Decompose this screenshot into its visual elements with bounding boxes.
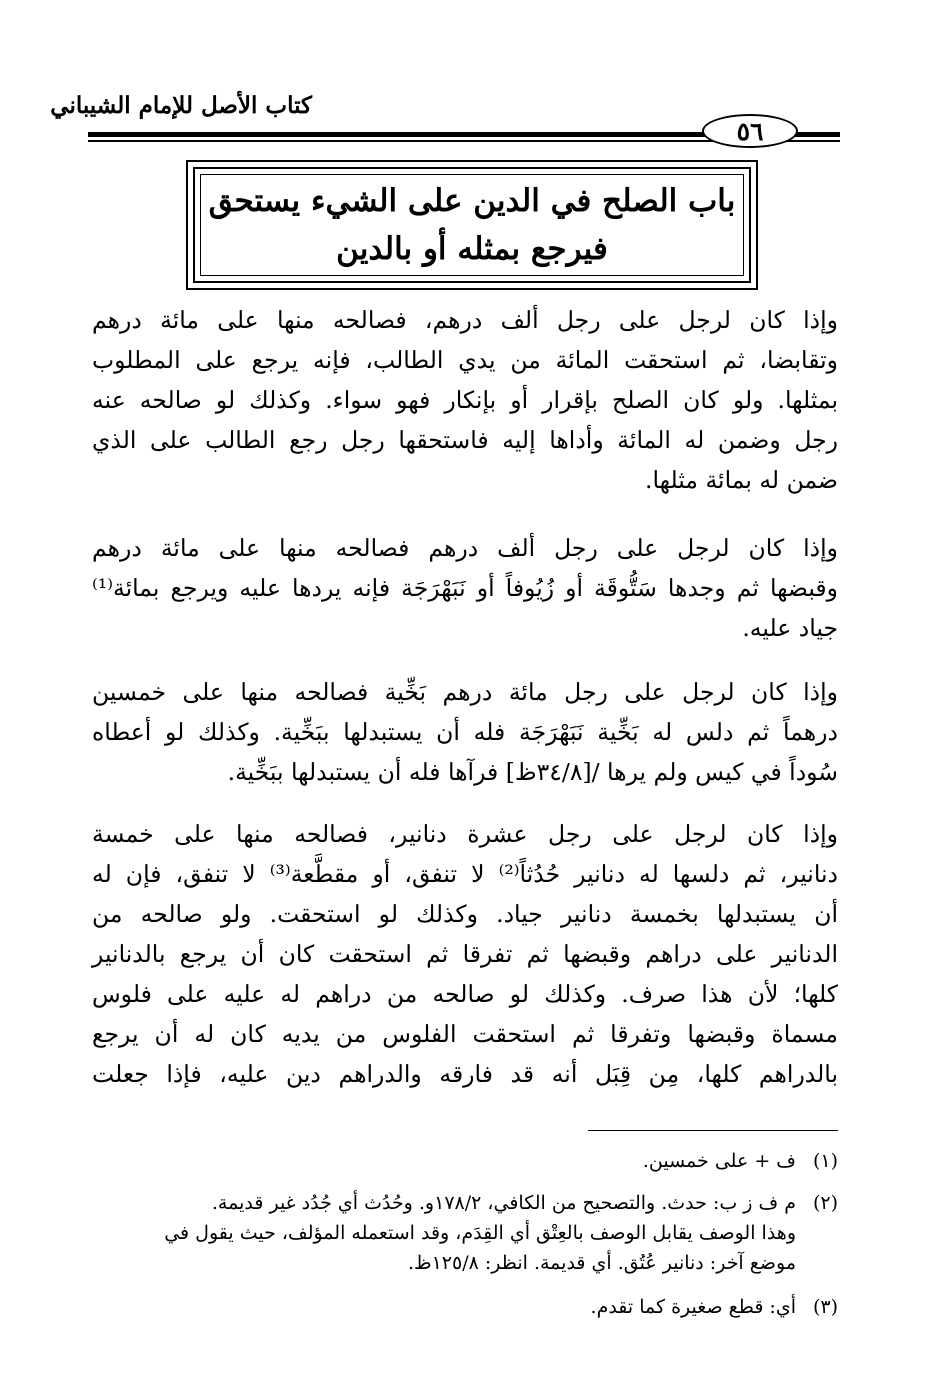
text-line: أن يستبدلها بخمسة دنانير جياد. وكذلك لو استحقت. ولو صالحه من	[92, 900, 838, 928]
paragraph-4	[92, 814, 838, 1094]
chapter-title-frame	[186, 160, 758, 290]
page-number: ٥٦	[702, 114, 798, 148]
chapter-title-line-2: فيرجع بمثله أو بالدين	[336, 231, 608, 267]
footnote-number: (٣)	[812, 1296, 838, 1318]
text-line: جياد عليه.	[742, 614, 838, 642]
running-title: كتاب الأصل للإمام الشيباني	[50, 92, 312, 119]
footnote-line	[96, 1188, 838, 1218]
text-line: درهماً ثم دلس له بَخِّية نَبَهْرَجَة فله أن يستبدلها ببَخِّية. وكذلك لو أعطاه	[92, 718, 838, 746]
footnote-text: ف + على خمسين.	[642, 1150, 796, 1172]
footnote-text: موضع آخر: دنانير عُتُق. أي قديمة. انظر: ١٢٥/٨ظ.	[407, 1252, 796, 1274]
text-line: رجل وضمن له المائة وأداها إليه فاستحقها رجل رجع الطالب على الذي	[92, 426, 838, 454]
text-line: وقبضها ثم وجدها سَتُّوقَة أو زُيُوفاً أو نَبَهْرَجَة فإنه يردها عليه ويرجع بمائة⁽¹⁾	[92, 574, 838, 602]
text-line: بالدراهم كلها، مِن قِبَل أنه قد فارقه والدراهم دين عليه، فإذا جعلت	[92, 1060, 838, 1088]
paragraph-1	[92, 300, 838, 500]
text-line: وإذا كان لرجل على رجل ألف درهم فصالحه منها على مائة درهم	[92, 534, 838, 562]
text-line: وإذا كان لرجل على رجل مائة درهم بَخِّية فصالحه منها على خمسين	[92, 678, 838, 706]
paragraph-3	[92, 672, 838, 792]
footnote-text: م ف ز ب: حدث. والتصحيح من الكافي، ١٧٨/٢و. وحُدُث أي جُدُد غير قديمة.	[211, 1192, 796, 1214]
chapter-title	[200, 174, 744, 276]
footnote-number: (١)	[812, 1150, 838, 1172]
text-line: وإذا كان لرجل على رجل ألف درهم، فصالحه منها على مائة درهم	[92, 306, 838, 334]
footnote-2	[96, 1188, 838, 1278]
text-line: وإذا كان لرجل على رجل عشرة دنانير، فصالحه منها على خمسة	[92, 820, 838, 848]
footnote-line	[96, 1146, 838, 1176]
body-text	[92, 300, 838, 1100]
text-line: وتقابضا، ثم استحقت المائة من يدي الطالب، فإنه يرجع على المطلوب	[92, 346, 838, 374]
paragraph-2	[92, 528, 838, 648]
text-line: الدنانير على دراهم وقبضها ثم تفرقا ثم استحقت كان أن يرجع بالدنانير	[92, 940, 838, 968]
text-line: دنانير، ثم دلسها له دنانير حُدُثاً⁽²⁾ لا تنفق، أو مقطَّعة⁽³⁾ لا تنفق، فإن له	[92, 860, 838, 888]
footnote-text: أي: قطع صغيرة كما تقدم.	[590, 1296, 796, 1318]
text-line: بمثلها. ولو كان الصلح بإقرار أو بإنكار فهو سواء. وكذلك لو صالحه عنه	[92, 386, 838, 414]
footnote-3	[96, 1292, 838, 1322]
footnote-number: (٢)	[812, 1192, 838, 1214]
text-line: سُوداً في كيس ولم يرها /[٣٤/٨ظ] فرآها فله أن يستبدلها ببَخِّية.	[227, 758, 838, 786]
text-line: ضمن له بمائة مثلها.	[645, 466, 838, 494]
footnote-line	[96, 1292, 838, 1322]
chapter-title-frame-inner	[193, 167, 751, 283]
footnote-1	[96, 1146, 838, 1176]
footnote-separator	[588, 1130, 838, 1131]
text-line: مسماة وقبضها وتفرقا ثم استحقت الفلوس من يديه كان له أن يرجع	[92, 1020, 838, 1048]
footnote-text: وهذا الوصف يقابل الوصف بالعِتْق أي القِدَم، وقد استعمله المؤلف، حيث يقول في	[164, 1222, 796, 1244]
footnote-continuation	[96, 1218, 838, 1278]
chapter-title-line-1: باب الصلح في الدين على الشيء يستحق	[208, 183, 736, 219]
text-line: كلها؛ لأن هذا صرف. وكذلك لو صالحه من دراهم له عليه على فلوس	[92, 980, 838, 1008]
